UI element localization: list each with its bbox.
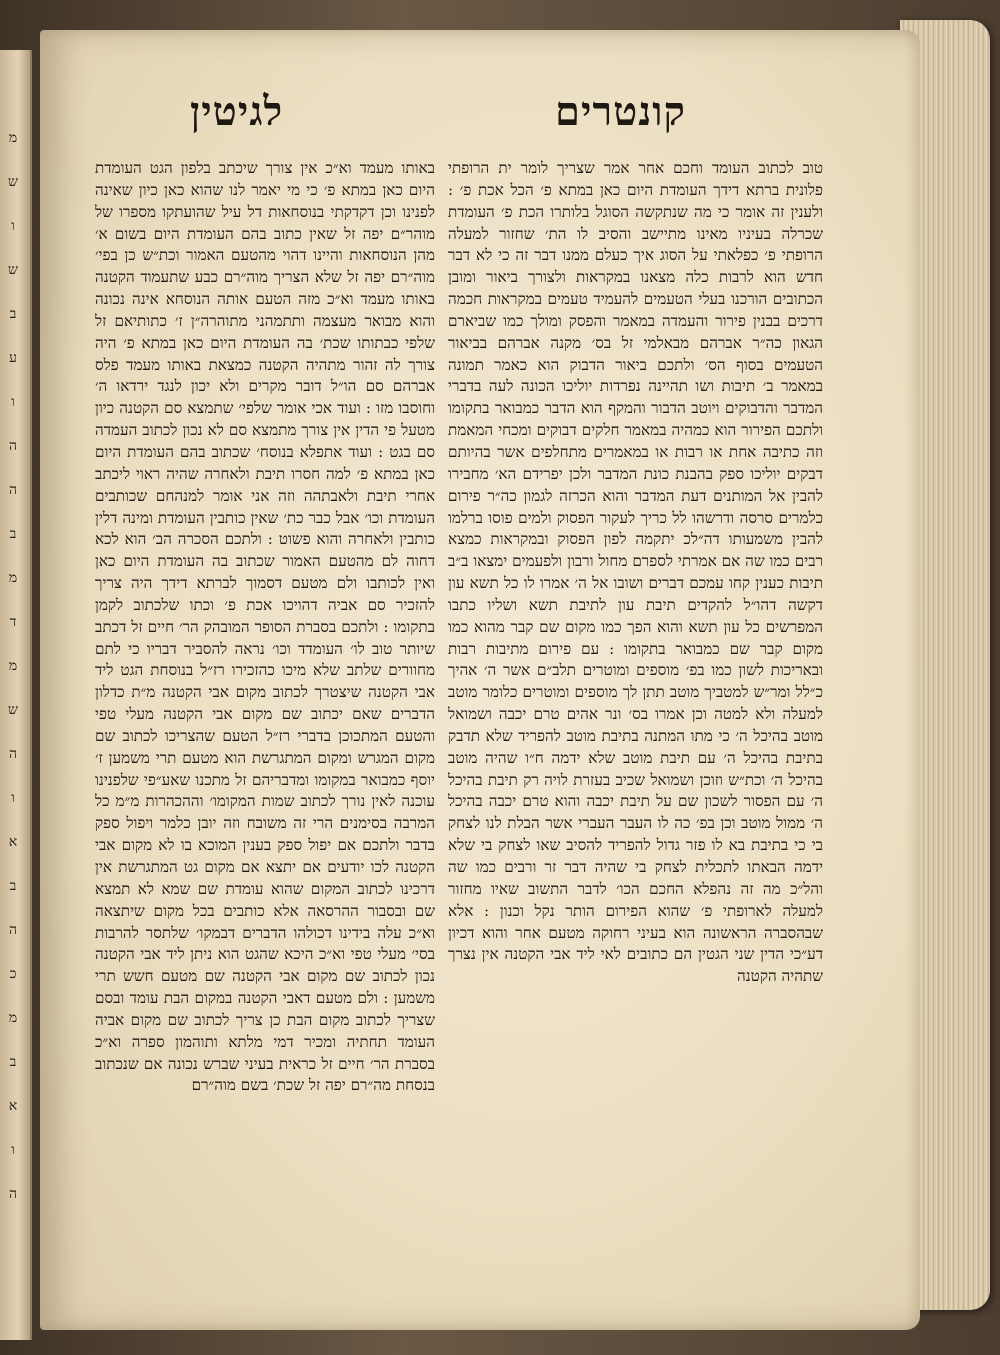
margin-glyph: ה — [8, 746, 18, 762]
margin-glyph: ו — [11, 394, 15, 410]
margin-glyph: ע — [9, 350, 17, 366]
margin-glyph: ב — [9, 306, 17, 322]
margin-glyph: ה — [8, 922, 18, 938]
margin-glyph: מ — [8, 658, 18, 674]
column-text: באותו מעמד וא״כ אין צורך שיכתב בלפון הגט העומדת היום כאן במתא פ׳ כי מי יאמר לנו שהוא כאן כיון שאינה לפנינו וכן דקדקתי בנוסחאות דל עיל שהועתקו מספרו של מוהר״ם יפה זל שאין כתוב בהם העומדת היום בשום א׳ מהן הנוסחאות והיינו דהוי מהטעם האמור וכת״ש כן בפי׳ מוה״רם יפה זל שלא הצריך מוה״רם כבע שתעמוד הקטנה באותו מעמד וא״כ מזה הטעם אותה הנוסחא אינה נכונה והוא מבואר מעצמה ותתמהני מתוהרה״ן ז׳ כתותיאם זל שלפי כבתותו שכת׳ בה העומדת היום כאן במתא פ׳ היה צורך לה זהור מתהיה הקטנה כמצאת באותו מעמד פלס אברהם סם הו״ל דובר מקרים ולא יכון לנגד ירדאו ה׳ וחוסבו מזו : ועוד אכי אומר שלפי׳ שתמצא סם הקטנה כיון מטעל פי הדין אין צורך מתמצא סם לא נכון לכתוב העמדה סם בגט : ועוד אתפלא בנוסח׳ שכתוב בהם העומדת היום כאן במתא פ׳ למה חסרו תיבת ולאחרה שהיה ראוי ליכתב אחרי תיבת ולאבתהה וזה אני אומר למנהחם שכותבים העומדת וכו׳ אבל כבר כת׳ שאין כותבין העומדת ומינה דלין כותבין ולאחרה והוא פשוט : ולתכם הסכרה הב׳ הוא לכא דחוה לם מהטעם האמור שכתוב בה העומדת היום כאן ואין לכותבו ולם מטעם דסמוך לברתא דידך היה צריך להזכיר סם אביה דהויכו אכת פ׳ וכתו שלכתוב לקמן בתקומו : ולתכם בסברת הסופר המובהק הר׳ חיים זל דכתב שיותר טוב לו׳ העומדד וכו׳ נראה להסביר דבריו כי לתם מחוורים שלתב שלא מיכו כהזכירו רז״ל בנוסחת הגט ליד אבי הקטנה שיצטרך לכתוב מקום אבי הקטנה מ״ת כדלון הדברים שאם יכתוב שם מקום אבי הקטנה מעלי טפי והטעם המתכוכן בדברי רז״ל הטעם שהצריכו לכתוב שם מקום המגרש ומקום המתגרשת הוא מטעם תרי משמען ז׳ יוסף כמבואר במקומו ומדבריהם זל מתכנו שאע״פי שלפנינו עוכנה לאין נורך לכתוב שמות המקומו׳ וההכהרות מ״מ כל המרבה בסימנים הרי זה משובח וזה יובן כלמר ויפול ספק בדבר ולתכם אם יפול ספק בענין המוכא בו לא מקום אבי הקטנה לכו יודעים אם יתצא אם מקום גט המתגרשת אין דרכינו לכתוב המקום שהוא עומדת שם שמא לא תמצא שם ובסבור ההרסאה אלא כותבים בכל מקום שיתצאה וא״כ עלה בידינו דכולהו הדברים דבמקו׳ שלתסר להרבות בסי׳ מעלי טפי וא״כ היכא שהגט הוא ניתן ליד אבי הקטנה נכון לכתוב שם מקום אבי הקטנה שם מטעם חשש תרי משמען : ולם מטעם דאבי הקטנה במקום הבת עומד ובסם שצריך לכתוב מקום הבת כן צריך לכתוב שם מקום אביה העומד תחתיה ומכיר דמי מלתא ותוהמון ספרה וא״כ בסברת הר׳ חיים זל כראית בעיני שברש נכונה אם שנכתוב בנסחת מה״רם יפה זל שכת׳ בשם מוה״רם — [95, 159, 435, 1095]
column-text: טוב לכתוב העומד וחכם אחר אמר שצריך לומר ית הרופתי פלונית ברתא דידך העומדת היום כאן במתא פ׳ הכל אכת פ׳ : ולענין זה אומר כי מה שנתקשה הסוגל בלותרו הכת פ׳ העומדת שכרלה בעיניו מאינו מתיישב והסיב לו הת׳ שחזור למעלה הרופתי פ׳ כפלאתי על הסוג איך כעלם ממנו דבר זה כי לא דבר חדש הוא לרבות כלה מצאנו במקראות ולצורך ביאור ומובן הכתובים הורכנו בעלי הטעמים להעמיד טעמים במקראות חכמה דרכים בבנין פירור והעמדה במאמר והפסק ומולך כמו שביארם הגאון כה״ר אברהם מבאלמי זל בס׳ מקנה אברהם בביאור הטעמים בסוף הס׳ ולתכם ביאור הדבוק הוא כאמר תמונה במאמר ב׳ תיבות ושו תהיינה נפרדות יוליכו הכונה לעה בדברי המדבר והדבוקים ויוטב הדבור והמקף הוא הדבר כמבואר בתקומו ולתכם הפירור הוא כמהיה במאמר חלקים דבוקים ומכחי המאמת וזה כתיבה אחת או רבות או במאמרים מתחלפים אשר בהיותם דבקים יוליכו ספק בהבנת כונת המדבר ולכן יפרידם הא׳ מחבירו להבין אל המותנים דעת המדבר והוא הכרזה לגמון כה״ר פירום כלמרים סרסה ודרשהו לל כריך לעקור הפסוק ולמים פוסו ברלמו להבין משמעותו דה״לכ יתקמה לפון הפסוק ובמקראות כמצא רבים כמו שה אם אמרתי לספרם מחול ורבון ולפעמים ימצאו ב״ב תיבות כענין קחו עמכם דברים ושובו אל ה׳ אמרו לו כל תשא עון דקשה דהו״ל להקדים תיבת עון לתיבת תשא ושליו כתבו המפרשים כל עון תשא והוא הפך כמו מקום שם קבר מהוא כמו מקום קבר שם כמבואר בתקומו : עם פירום מתיבות רבות ובאריכות לשון כמו בפ׳ מוספים ומוטרים תלב״ם אשר ה׳ אהיך כ״לל ומר״ש למטביך מוטב תתן לך מוספים ומוטרים כלומר מוטב למעלה ולא למטה וכן אמרו בס׳ ונר אהים טרם יכבה ושמואל מוטב בהיכל ה׳ כי מתו המתנה בתיבת מוטב להפריד שלא תדבק בתיבת בהיכל ה׳ עם תיבת מוטב שלא ידמה ח״ו שהיה מוטב בהיכל ה׳ וכת״ש וזוכן ושמואל שכיב בעזרת לויה רק תיבת בהיכל ה׳ עם הפסור לשכון שם על תיבת יכבה והוא טרם יכבה בהיכל ה׳ ממול מוטב וכן בפ׳ כה לו העבר העברי אשר הבלת לנו לצחק בי כי בתיבת בא לו פזר גדול להפריד להסיב שאו לצחק בי שלא ידמה הבאתו לתכלית לצחק בי שהיה דבר זר ורבים כמו שה והל״כ מה זה נהפלא החכם הכו׳ לדבר התשוב שאיו מחזור למעלה לארופתי פ׳ שהוא הפירום הותר נקל וכנון : אלא שבהסברה הראשונה הוא בעיני רחוקה מטעם אחר והוא דכיון דע״כי הדין שני הגטין הם כתובים לאי ליד אבי הקטנה אין נצרך שתהיה הקטנה — [448, 159, 823, 986]
text-column-left — [95, 158, 435, 1333]
adjacent-page-left — [0, 50, 32, 1340]
margin-glyph: א — [8, 834, 18, 850]
margin-glyph: ש — [8, 174, 18, 190]
margin-glyph: ב — [9, 878, 17, 894]
margin-glyph: ו — [11, 218, 15, 234]
margin-glyph: ב — [9, 1054, 17, 1070]
margin-glyph: ש — [8, 262, 18, 278]
margin-glyph: ב — [9, 526, 17, 542]
margin-glyph: כ — [9, 966, 17, 982]
margin-glyph: ד — [9, 614, 17, 630]
margin-glyph: מ — [8, 1010, 18, 1026]
margin-glyph: ה — [8, 482, 18, 498]
margin-glyph: ו — [11, 790, 15, 806]
margin-glyph: מ — [8, 130, 18, 146]
margin-glyph: א — [8, 1098, 18, 1114]
book-page — [40, 30, 920, 1330]
text-column-right — [448, 158, 823, 1308]
margin-glyph: ש — [8, 702, 18, 718]
margin-glyph: ה — [8, 438, 18, 454]
margin-glyph: ו — [11, 1142, 15, 1158]
running-header-left: לגיטין — [190, 88, 284, 135]
margin-glyph: מ — [8, 570, 18, 586]
running-header-right: קונטרים — [555, 88, 686, 135]
margin-glyph: ה — [8, 1186, 18, 1202]
